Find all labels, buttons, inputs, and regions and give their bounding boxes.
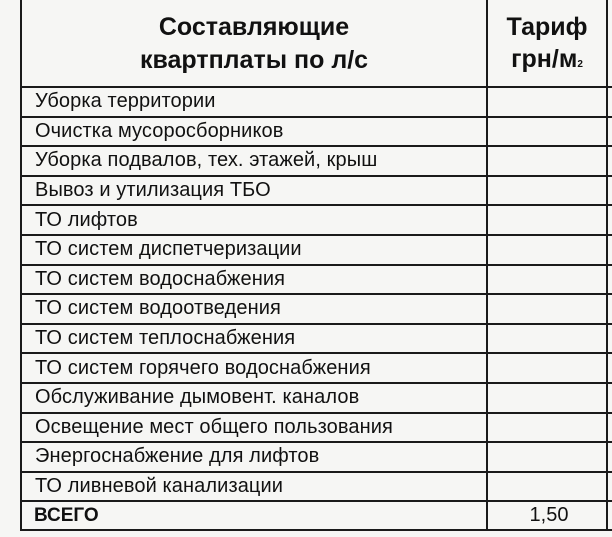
row-extra-cell	[607, 265, 612, 295]
row-extra-cell	[607, 176, 612, 206]
row-service-name: ТО систем диспетчеризации	[21, 235, 487, 265]
row-tariff-value	[487, 413, 607, 443]
row-tariff-value	[487, 265, 607, 295]
header-components	[21, 0, 487, 87]
total-row	[21, 501, 612, 530]
header-tariff	[487, 0, 607, 87]
table-row	[21, 472, 612, 502]
table-row	[21, 383, 612, 413]
header-tariff-unit-sup: 2	[577, 59, 583, 70]
table-row	[21, 294, 612, 324]
row-extra-cell	[607, 117, 612, 147]
row-tariff-value	[487, 324, 607, 354]
table-row	[21, 442, 612, 472]
row-tariff-value	[487, 176, 607, 206]
total-label: ВСЕГО	[21, 501, 487, 530]
total-extra-cell	[607, 501, 612, 530]
row-extra-cell	[607, 324, 612, 354]
table-header-row	[21, 0, 612, 87]
header-tariff-line1: Тариф	[506, 13, 588, 41]
header-components-line2: квартплаты по л/с	[139, 46, 369, 74]
row-tariff-value	[487, 117, 607, 147]
row-service-name: Обслуживание дымовент. каналов	[21, 383, 487, 413]
row-extra-cell	[607, 146, 612, 176]
row-tariff-value	[487, 442, 607, 472]
row-tariff-value	[487, 294, 607, 324]
header-extra-column	[607, 0, 612, 87]
table-row	[21, 176, 612, 206]
table-row	[21, 117, 612, 147]
table-row	[21, 413, 612, 443]
table-row	[21, 235, 612, 265]
tariff-sheet	[20, 0, 612, 537]
row-service-name: ТО систем водоснабжения	[21, 265, 487, 295]
row-tariff-value	[487, 383, 607, 413]
row-service-name: Очистка мусоросборников	[21, 117, 487, 147]
header-tariff-unit: грн/м	[511, 45, 578, 73]
tariff-table	[20, 0, 612, 531]
row-tariff-value	[487, 205, 607, 235]
table-row	[21, 205, 612, 235]
row-tariff-value	[487, 353, 607, 383]
table-body	[21, 87, 612, 501]
row-service-name: ТО систем водоотведения	[21, 294, 487, 324]
header-tariff-line2	[488, 43, 606, 75]
row-tariff-value	[487, 87, 607, 117]
row-extra-cell	[607, 442, 612, 472]
row-service-name: Уборка территории	[21, 87, 487, 117]
row-tariff-value	[487, 235, 607, 265]
row-extra-cell	[607, 472, 612, 502]
row-service-name: Уборка подвалов, тех. этажей, крыш	[21, 146, 487, 176]
row-extra-cell	[607, 383, 612, 413]
header-components-line1: Составляющие	[158, 13, 350, 41]
total-value: 1,50	[487, 501, 607, 530]
row-service-name: Освещение мест общего пользования	[21, 413, 487, 443]
row-tariff-value	[487, 472, 607, 502]
row-tariff-value	[487, 146, 607, 176]
table-row	[21, 353, 612, 383]
table-row	[21, 324, 612, 354]
row-service-name: ТО лифтов	[21, 205, 487, 235]
row-extra-cell	[607, 413, 612, 443]
row-extra-cell	[607, 294, 612, 324]
row-service-name: ТО систем горячего водоснабжения	[21, 353, 487, 383]
table-row	[21, 265, 612, 295]
row-extra-cell	[607, 205, 612, 235]
row-extra-cell	[607, 235, 612, 265]
row-service-name: Энергоснабжение для лифтов	[21, 442, 487, 472]
row-extra-cell	[607, 87, 612, 117]
table-row	[21, 146, 612, 176]
row-service-name: ТО систем теплоснабжения	[21, 324, 487, 354]
table-row	[21, 87, 612, 117]
row-service-name: ТО ливневой канализации	[21, 472, 487, 502]
row-service-name: Вывоз и утилизация ТБО	[21, 176, 487, 206]
row-extra-cell	[607, 353, 612, 383]
